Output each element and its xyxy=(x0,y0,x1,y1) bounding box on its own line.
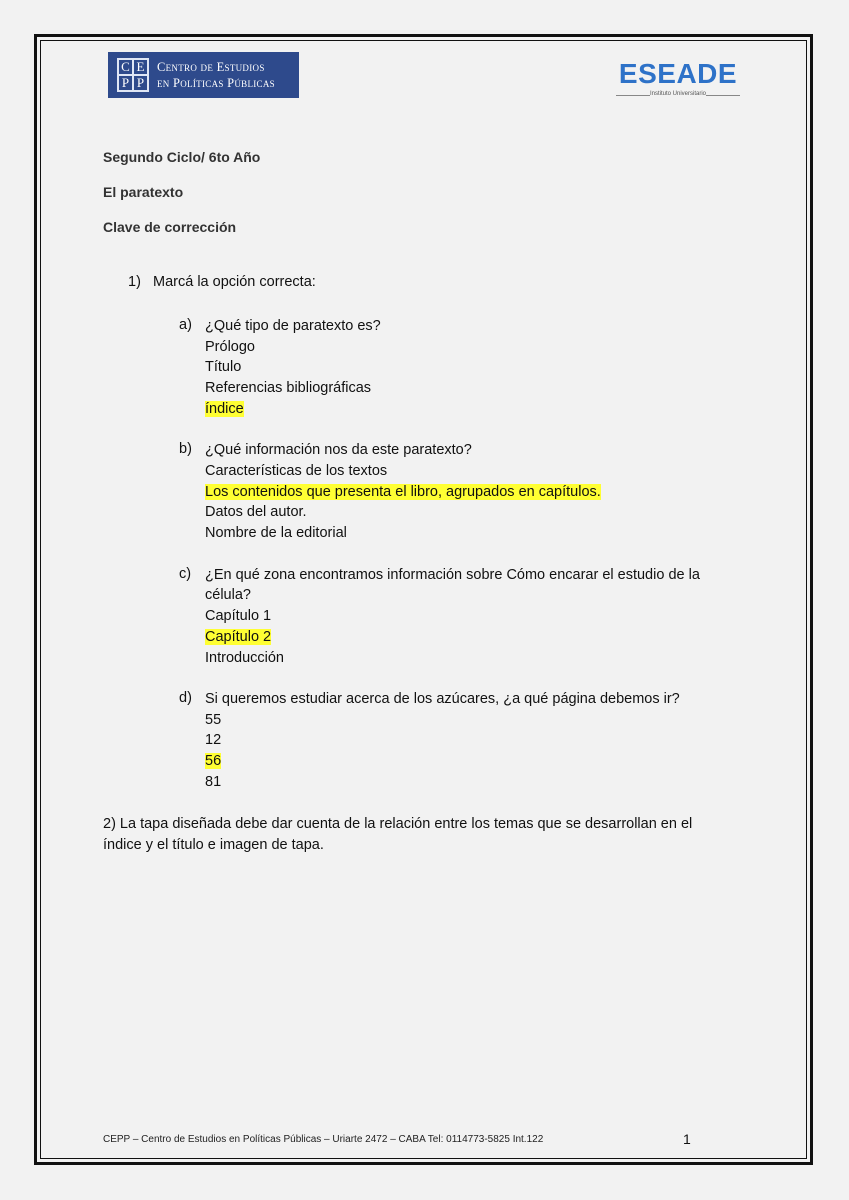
q1-number: 1) xyxy=(128,274,141,290)
q1d-letter: d) xyxy=(179,690,192,706)
q1-text: Marcá la opción correcta: xyxy=(153,274,316,290)
q1c-option: Introducción xyxy=(205,650,284,666)
q1a-correct-option: índice xyxy=(205,401,244,417)
q2-line2: índice y el título e imagen de tapa. xyxy=(103,837,324,853)
q1d-question: Si queremos estudiar acerca de los azúcares, ¿a qué página debemos ir? xyxy=(205,691,680,707)
heading-topic: El paratexto xyxy=(103,184,184,200)
eseade-divider-right xyxy=(706,95,740,96)
cepp-logo-letter: C xyxy=(118,59,133,75)
eseade-logo-sub: Instituto Universitario xyxy=(649,91,707,97)
q1b-option: Características de los textos xyxy=(205,463,388,479)
eseade-logo-name: ESEADE xyxy=(618,58,738,89)
q1d-option: 12 xyxy=(205,732,222,748)
q2-line1: 2) La tapa diseñada debe dar cuenta de la relación entre los temas que se desarrollan en el xyxy=(103,816,693,832)
heading-answer-key: Clave de corrección xyxy=(103,219,237,235)
cepp-logo-grid xyxy=(117,58,149,92)
cepp-logo-line2: en Políticas Públicas xyxy=(157,76,275,90)
q1b-option: Datos del autor. xyxy=(205,504,307,520)
q1c-letter: c) xyxy=(179,566,192,582)
q1b-option: Nombre de la editorial xyxy=(205,525,347,541)
q1a-letter: a) xyxy=(179,317,192,333)
q1b-question: ¿Qué información nos da este paratexto? xyxy=(205,442,472,458)
cepp-logo-letter: E xyxy=(133,59,148,75)
footer-text: CEPP – Centro de Estudios en Políticas Públicas – Uriarte 2472 – CABA Tel: 0114773-5825 Int.122 xyxy=(103,1134,544,1145)
cepp-logo-line1: Centro de Estudios xyxy=(157,60,265,74)
q1c-option: Capítulo 1 xyxy=(205,608,272,624)
q1c-question-line1: ¿En qué zona encontramos información sobre Cómo encarar el estudio de la xyxy=(205,567,700,583)
q1c-question-line2: célula? xyxy=(205,587,251,603)
q1a-option: Prólogo xyxy=(205,339,255,355)
eseade-logo xyxy=(612,58,744,100)
q1b-correct-option: Los contenidos que presenta el libro, agrupados en capítulos. xyxy=(205,484,601,500)
cepp-logo-letter: P xyxy=(133,75,148,91)
page-number: 1 xyxy=(683,1131,691,1147)
heading-cycle: Segundo Ciclo/ 6to Año xyxy=(103,149,261,165)
q1c-correct-option: Capítulo 2 xyxy=(205,629,272,645)
q1a-option: Referencias bibliográficas xyxy=(205,380,372,396)
q1b-letter: b) xyxy=(179,441,192,457)
q1d-option: 81 xyxy=(205,774,222,790)
cepp-logo-letter: P xyxy=(118,75,133,91)
cepp-logo-text xyxy=(157,59,275,91)
q1a-question: ¿Qué tipo de paratexto es? xyxy=(205,318,381,334)
page-border-inner xyxy=(40,40,807,1159)
q1d-correct-option: 56 xyxy=(205,753,222,769)
q2-paragraph xyxy=(103,814,753,856)
q1a-option: Título xyxy=(205,359,242,375)
cepp-logo xyxy=(108,52,299,98)
q1d-option: 55 xyxy=(205,712,222,728)
